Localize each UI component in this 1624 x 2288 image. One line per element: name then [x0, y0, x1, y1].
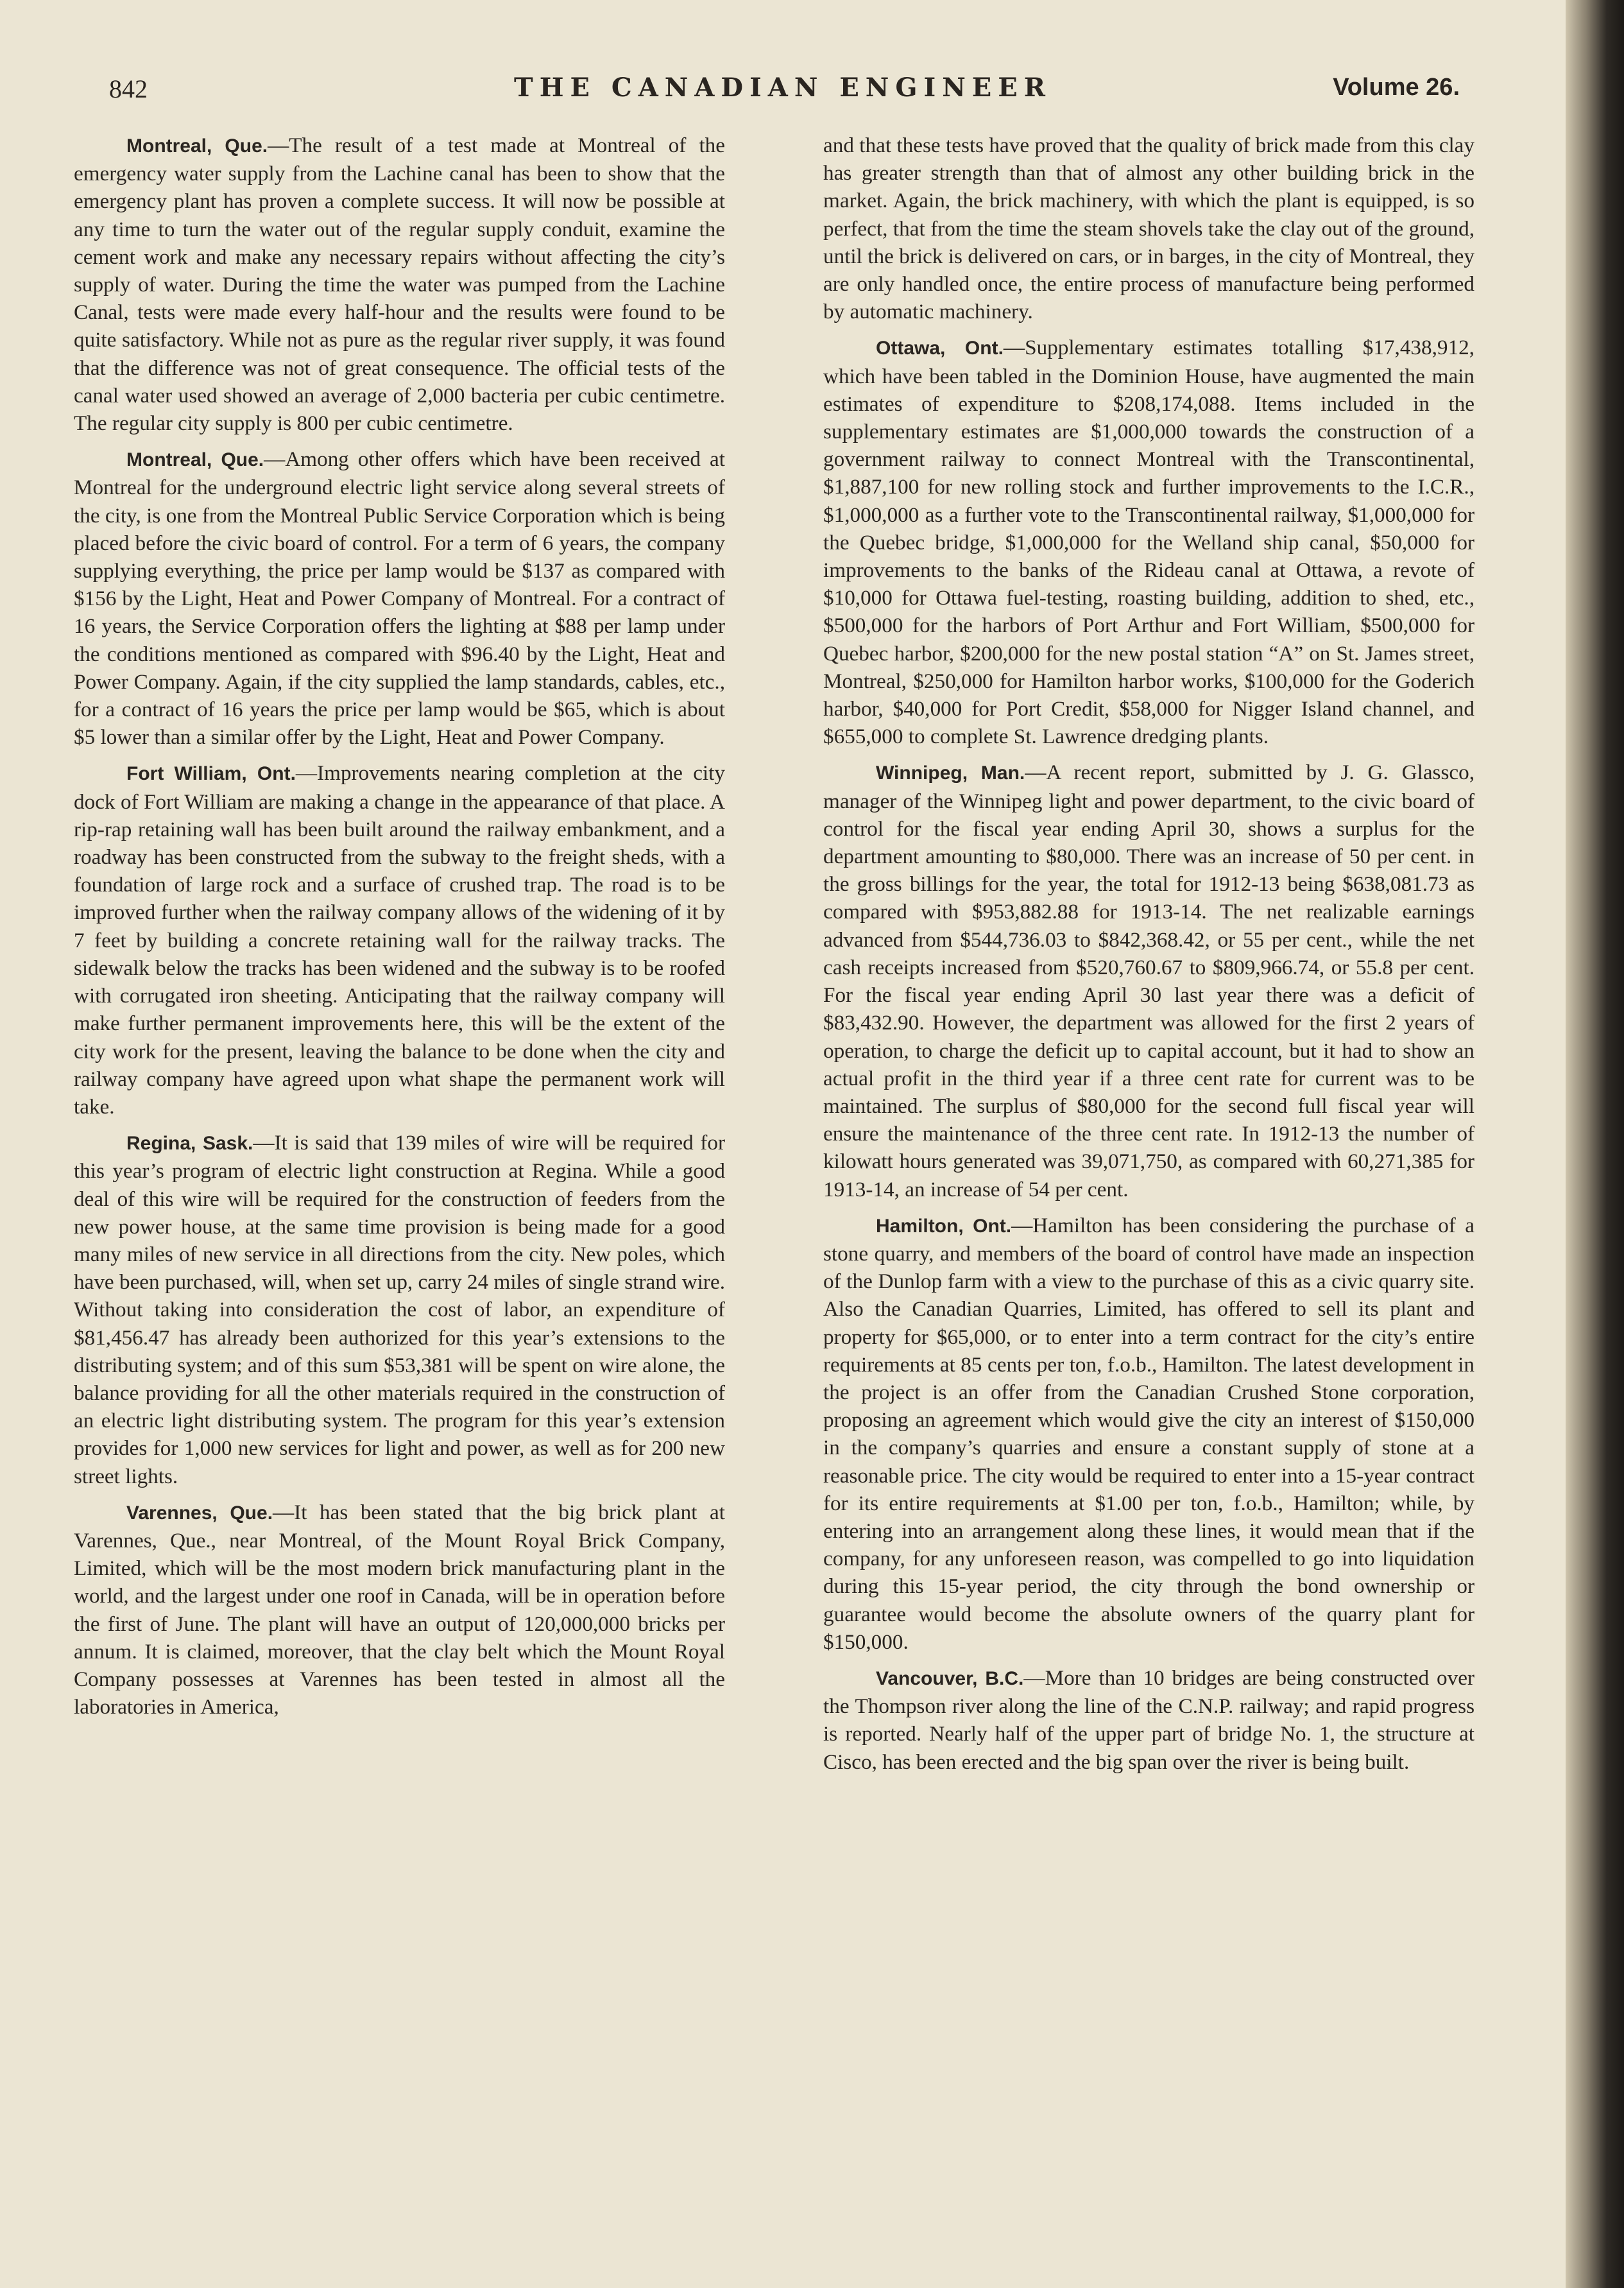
- item-heading: Varennes, Que.: [126, 1502, 273, 1524]
- news-item-ottawa: [823, 334, 1474, 750]
- item-text: —More than 10 bridges are being constructed over the Thompson river along the line of the C.N.P. railway; and rapid progress is reported. Nearly half of the upper part of bridge No. 1, the structure at Cisco, has been erected and the big span over the river is being built.: [823, 1665, 1474, 1774]
- item-text: —Hamilton has been considering the purchase of a stone quarry, and members of the board of control have made an inspection of the Dunlop farm with a view to the purchase of this as a civic quarry site. Also the Canadian Quarries, Limited, has offered to sell its plant and property for $65,000, or to enter into a term contract for the city’s entire requirements at 85 cents per ton, f.o.b., Hamilton. The latest development in the project is an offer from the Canadian Crushed Stone corporation, proposing an agreement which would give the city an interest of $150,000 in the company’s quarries and ensure a constant supply of stone at a reasonable price. The city would be required to enter into a 15-year contract for its entire requirements at $1.00 per ton, f.o.b., Hamilton; while, by entering into an arrangement along these lines, it would mean that if the company, for any unforeseen reason, was compelled to go into liquidation during this 15-year period, the city through the bond ownership or guarantee would become the absolute owners of the quarry plant for $150,000.: [823, 1213, 1474, 1654]
- volume-label: Volume 26.: [1333, 74, 1460, 101]
- item-text: —Supplementary estimates totalling $17,438,912, which have been tabled in the Dominion House, have augmented the main estimates of expenditure to $208,174,088. Items included in the supplementary estimates are $1,000,000 towards the construction of a government railway to connect Montreal with the Transcontinental, $1,887,100 for new rolling stock and further improvements to the I.C.R., $1,000,000 as a further vote to the Transcontinental railway, $1,000,000 for the Quebec bridge, $1,000,000 for the Welland ship canal, $50,000 for improvements to the banks of the Rideau canal at Ottawa, a revote of $10,000 for Ottawa fuel-testing, roasting building, addition to shed, etc., $500,000 for the harbors of Port Arthur and Fort William, $500,000 for Quebec harbor, $200,000 for the new postal station “A” on St. James street, Montreal, $250,000 for Hamilton harbor works, $100,000 for the Goderich harbor, $40,000 for Port Credit, $58,000 for Nigger Island channel, and $655,000 to complete St. Lawrence dredging plants.: [823, 336, 1474, 749]
- news-item-montreal-water: [74, 132, 725, 437]
- news-item-varennes: [74, 1499, 725, 1721]
- item-text: —The result of a test made at Montreal of the emergency water supply from the Lachine canal has been to show that the emergency plant has proven a complete success. It will now be possible at any time to turn the water out of the regular supply conduit, examine the cement work and make any necessary repairs without affecting the city’s supply of water. During the time the water was pumped from the Lachine Canal, tests were made every half-hour and the results were found to be quite satisfactory. While not as pure as the regular river supply, it was found that the difference was not of great consequence. The official tests of the canal water used showed an average of 2,000 bacteria per cubic centimetre. The regular city supply is 800 per cubic centimetre.: [74, 133, 725, 436]
- news-item-hamilton: [823, 1212, 1474, 1656]
- page-number: 842: [109, 74, 148, 103]
- item-heading: Regina, Sask.: [126, 1133, 253, 1155]
- page-header: [106, 67, 1460, 112]
- news-item-montreal-lighting: [74, 445, 725, 751]
- news-item-regina: [74, 1129, 725, 1490]
- item-heading: Fort William, Ont.: [126, 763, 296, 785]
- item-heading: Vancouver, B.C.: [876, 1667, 1024, 1689]
- item-text: —Among other offers which have been received at Montreal for the underground electric light service along several streets of the city, is one from the Montreal Public Service Corporation which is being placed before the civic board of control. For a term of 6 years, the company supplying everything, the price per lamp would be $137 as compared with $156 by the Light, Heat and Power Company of Montreal. For a contract of 16 years, the Service Corporation offers the lighting at $88 per lamp under the conditions mentioned as compared with $96.40 by the Light, Heat and Power Company. Again, if the city supplied the lamp standards, cables, etc., for a contract of 16 years the price per lamp would be $65, which is about $5 lower than a similar offer by the Light, Heat and Power Company.: [74, 447, 726, 750]
- item-text: —A recent report, submitted by J. G. Glassco, manager of the Winnipeg light and power department, to the civic board of control for the fiscal year ending April 30, shows a surplus for the department amounting to $80,000. There was an increase of 50 per cent. in the gross billings for the year, the total for 1912-13 being $638,081.73 as compared with $953,882.88 for 1913-14. The net realizable earnings advanced from $544,736.03 to $842,368.42, or 55 per cent., while the net cash receipts increased from $520,760.67 to $809,966.74, or 55.8 per cent. For the fiscal year ending April 30 last year there was a deficit of $83,432.90. However, the department was allowed for the first 2 years of operation, to charge the deficit up to capital account, but it had to show an actual profit in the third year if a three cent rate for current was to be maintained. The surplus of $80,000 for the second full fiscal year will ensure the maintenance of the three cent rate. In 1912-13 the number of kilowatt hours generated was 39,071,750, as compared with 60,271,385 for 1913-14, an increase of 54 per cent.: [823, 761, 1474, 1201]
- item-text: —It has been stated that the big brick plant at Varennes, Que., near Montreal, of the Mount Royal Brick Company, Limited, which will be the most modern brick manufacturing plant in the world, and the largest under one roof in Canada, will be in operation before the first of June. The plant will have an output of 120,000,000 bricks per annum. It is claimed, moreover, that the clay belt which the Mount Royal Company possesses at Varennes has been tested in almost all the laboratories in America,: [74, 1500, 725, 1719]
- item-heading: Ottawa, Ont.: [876, 338, 1004, 359]
- item-text: —Improvements nearing completion at the city dock of Fort William are making a change in the appearance of that place. A rip-rap retaining wall has been built around the railway embankment, and a roadway has been constructed from the subway to the freight sheds, with a foundation of large rock and a surface of crushed trap. The road is to be improved further when the railway company allows of the widening of it by 7 feet by building a concrete retaining wall for the railway tracks. The sidewalk below the tracks has been widened and the subway is to be roofed with corrugated iron sheeting. Anticipating that the railway company will make further permanent improvements here, this will be the extent of the city work for the present, leaving the balance to be done when the city and railway company have agreed upon what shape the permanent work will take.: [74, 761, 725, 1119]
- news-item-fort-william: [74, 759, 725, 1121]
- item-heading: Hamilton, Ont.: [876, 1215, 1012, 1237]
- left-column: [74, 132, 725, 1729]
- item-text: —It is said that 139 miles of wire will be required for this year’s program of electric light construction at Regina. While a good deal of this wire will be required for the construction of feeders from the new power house, at the same time provision is being made for a good many miles of new service in all directions from the city. New poles, which have been purchased, will, when set up, carry 24 miles of single strand wire. Without taking into consideration the cost of labor, an expenditure of $81,456.47 has already been authorized for this year’s extensions to the distributing system; and of this sum $53,381 will be spent on wire alone, the balance providing for all the other materials required in the construction of an electric light distributing system. The program for this year’s extension provides for 1,000 new services for light and power, as well as for 200 new street lights.: [74, 1131, 725, 1488]
- news-item-winnipeg: [823, 759, 1474, 1203]
- item-heading: Montreal, Que.: [126, 449, 264, 471]
- right-column: [823, 132, 1474, 1784]
- news-item-vancouver: [823, 1664, 1474, 1776]
- journal-title: THE CANADIAN ENGINEER: [513, 73, 1052, 103]
- item-heading: Montreal, Que.: [126, 135, 268, 157]
- book-spine-shadow: [1566, 0, 1624, 2288]
- item-heading: Winnipeg, Man.: [876, 762, 1025, 784]
- continued-text: and that these tests have proved that the quality of brick made from this clay has greater strength than that of almost any other building brick in the market. Again, the brick machinery, with which the plant is equipped, is so perfect, that from the time the steam shovels take the clay out of the ground, until the brick is delivered on cars, or in barges, in the city of Montreal, they are only handled once, the entire process of manufacture being performed by automatic machinery.: [823, 133, 1474, 324]
